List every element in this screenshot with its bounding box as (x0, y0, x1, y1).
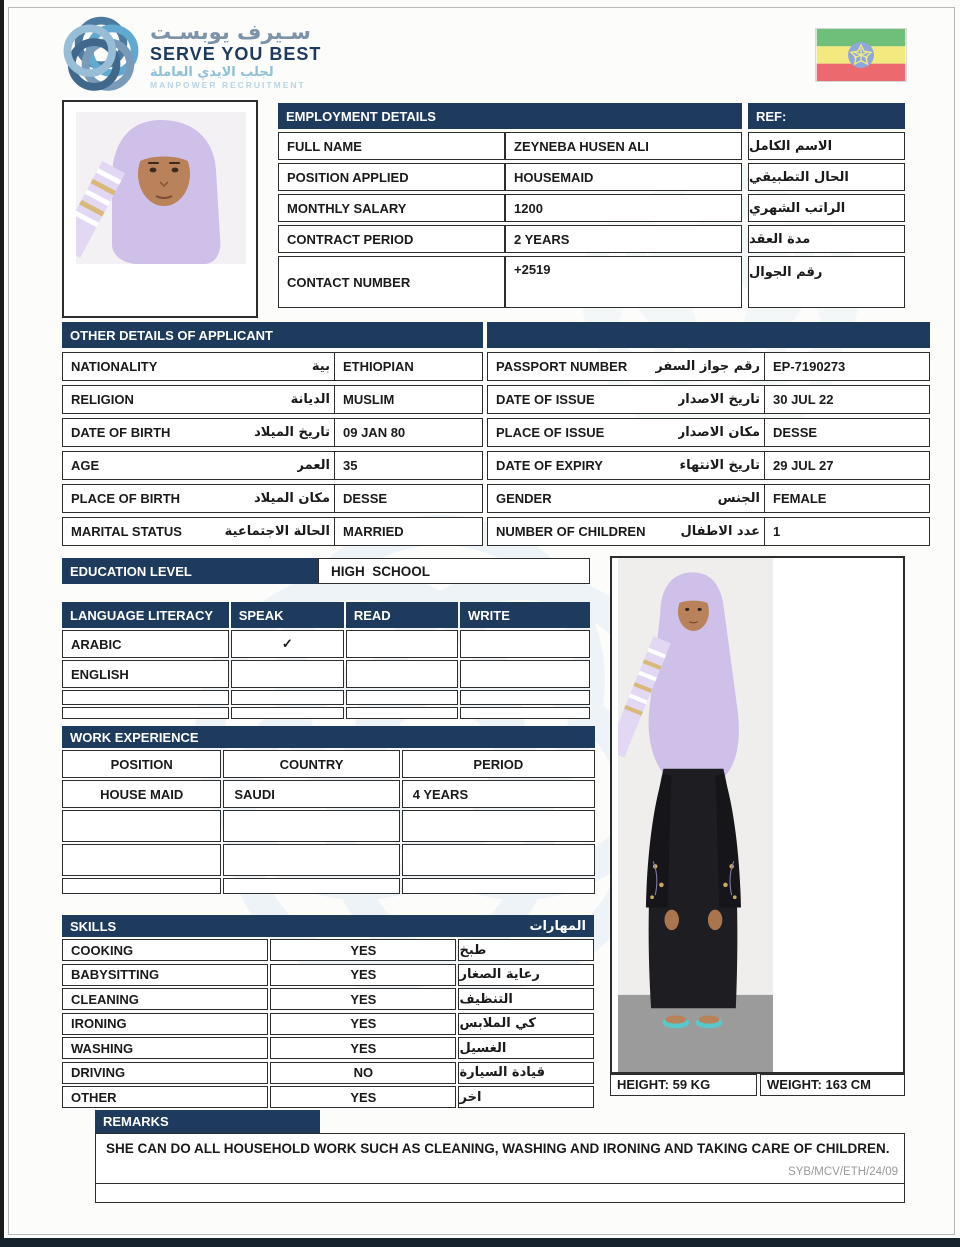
write-cell (460, 630, 590, 658)
applicant-portrait-photo (62, 100, 258, 318)
write-cell (460, 660, 590, 688)
table-row (62, 1062, 594, 1084)
table-row (62, 810, 595, 842)
skills-section (62, 915, 594, 1111)
table-row (62, 484, 483, 513)
table-row (487, 352, 930, 381)
skill-name-arabic: اخر (458, 1086, 594, 1108)
language-name: ENGLISH (62, 660, 229, 688)
table-row (278, 225, 905, 253)
fullbody-image (618, 558, 773, 1072)
field-value: HOUSEMAID (505, 163, 742, 191)
skill-name: COOKING (62, 939, 268, 961)
field-value: 35 (335, 451, 483, 480)
skill-name-arabic: رعاية الصغار (458, 964, 594, 986)
skill-name: OTHER (62, 1086, 268, 1108)
field-label-arabic: عدد الاطفال (680, 524, 760, 539)
field-label-arabic: الحالة الاجتماعية (224, 524, 330, 539)
table-header-row (62, 750, 595, 778)
remarks-text-area (96, 1134, 904, 1184)
table-row (62, 385, 483, 414)
table-header-row (62, 602, 590, 628)
table-row (62, 844, 595, 876)
skill-value: YES (270, 988, 456, 1010)
field-value: 29 JUL 27 (765, 451, 930, 480)
field-label: NATIONALITY (71, 359, 158, 374)
field-label-cell (487, 451, 765, 480)
page-bottom-bar (0, 1238, 960, 1247)
other-details-right-table (487, 352, 930, 550)
field-value: MUSLIM (335, 385, 483, 414)
table-row (62, 451, 483, 480)
column-header: LANGUAGE LITERACY (62, 602, 229, 628)
field-label: DATE OF EXPIRY (496, 458, 603, 473)
field-value: 1200 (505, 194, 742, 222)
skill-name: DRIVING (62, 1062, 268, 1084)
agency-tagline-arabic: لجلب الايدي العاملة (150, 65, 274, 80)
field-value: FEMALE (765, 484, 930, 513)
field-label: CONTACT NUMBER (278, 256, 505, 308)
table-row (62, 418, 483, 447)
field-label: POSITION APPLIED (278, 163, 505, 191)
position-cell: HOUSE MAID (62, 780, 221, 808)
employment-header (278, 103, 905, 129)
column-header: PERIOD (402, 750, 595, 778)
skill-name-arabic: قيادة السيارة (458, 1062, 594, 1084)
field-label-arabic: تاريخ الاصدار (677, 392, 760, 407)
remarks-box (95, 1133, 905, 1203)
other-details-left-table (62, 352, 483, 550)
table-row (62, 630, 590, 658)
field-label-arabic: تاريخ الميلاد (254, 425, 330, 440)
field-label-arabic: تاريخ الانتهاء (679, 458, 760, 473)
table-row (62, 707, 590, 719)
field-label-cell (62, 484, 335, 513)
skill-name-arabic: طبخ (458, 939, 594, 961)
field-value: 30 JUL 22 (765, 385, 930, 414)
table-row (62, 517, 483, 546)
field-label: PLACE OF BIRTH (71, 491, 181, 506)
height-value: HEIGHT: 59 KG (610, 1074, 757, 1096)
field-label-cell (487, 484, 765, 513)
remarks-text: SHE CAN DO ALL HOUSEHOLD WORK SUCH AS CLEANING, WASHING AND IRONING AND TAKING CARE OF CHILDREN. (106, 1141, 890, 1156)
page-left-edge (0, 0, 4, 1247)
field-value: +2519 (505, 256, 742, 308)
column-header: READ (346, 602, 458, 628)
skills-title: SKILLS (70, 918, 117, 934)
work-experience-title: WORK EXPERIENCE (62, 726, 595, 748)
weight-value: WEIGHT: 163 CM (760, 1074, 905, 1096)
language-literacy-table (62, 602, 590, 721)
skill-value: YES (270, 964, 456, 986)
skill-name-arabic: التنظيف (458, 988, 594, 1010)
speak-checkmark: ✓ (231, 630, 344, 658)
field-value: ZEYNEBA HUSEN ALI (505, 132, 742, 160)
field-label-arabic: الحال التطبيقي (748, 163, 905, 191)
field-label-arabic: مدة العقد (748, 225, 905, 253)
field-value: 1 (765, 517, 930, 546)
period-cell: 4 YEARS (402, 780, 595, 808)
skill-name: WASHING (62, 1037, 268, 1059)
field-value: MARRIED (335, 517, 483, 546)
agency-name-arabic: سـيرف يوبسـت (150, 20, 311, 44)
employment-details-section (278, 103, 905, 311)
field-label-arabic: رقم الجوال (748, 256, 905, 308)
column-header: POSITION (62, 750, 221, 778)
field-label-cell (62, 385, 335, 414)
field-label-arabic: العمر (296, 458, 330, 473)
field-label-arabic: الراتب الشهري (748, 194, 905, 222)
skill-name-arabic: كي الملابس (458, 1013, 594, 1035)
field-value: ETHIOPIAN (335, 352, 483, 381)
table-row (278, 132, 905, 160)
skills-title-arabic: المهارات (529, 918, 586, 934)
employment-title: EMPLOYMENT DETAILS (278, 103, 742, 129)
portrait-image (76, 112, 246, 264)
table-row (62, 878, 595, 894)
field-value: EP-7190273 (765, 352, 930, 381)
table-row (62, 780, 595, 808)
field-label-cell (62, 352, 335, 381)
field-label-cell (487, 517, 765, 546)
skill-name-arabic: الغسيل (458, 1037, 594, 1059)
field-label: CONTRACT PERIOD (278, 225, 505, 253)
document-code: SYB/MCV/ETH/24/09 (788, 1166, 898, 1179)
remarks-title: REMARKS (95, 1110, 320, 1133)
field-label-arabic: رقم جواز السفر (655, 359, 760, 374)
field-label: AGE (71, 458, 100, 473)
skill-name: CLEANING (62, 988, 268, 1010)
agency-name: SERVE YOU BEST (150, 44, 322, 64)
table-row (278, 194, 905, 222)
knot-logo-icon (58, 12, 144, 98)
column-header: SPEAK (231, 602, 344, 628)
table-row (62, 964, 594, 986)
applicant-fullbody-photo (610, 556, 905, 1074)
other-details-title: OTHER DETAILS OF APPLICANT (62, 322, 483, 348)
table-row (487, 451, 930, 480)
ref-label: REF: (748, 103, 905, 129)
skill-name: IRONING (62, 1013, 268, 1035)
table-row (62, 1086, 594, 1108)
field-label: NUMBER OF CHILDREN (496, 524, 646, 539)
field-label-arabic: الاسم الكامل (748, 132, 905, 160)
field-label: RELIGION (71, 392, 134, 407)
work-experience-section (62, 726, 595, 896)
table-row (487, 385, 930, 414)
photo-stats-row (610, 1074, 905, 1096)
table-row (62, 939, 594, 961)
table-row (278, 163, 905, 191)
read-cell (346, 660, 458, 688)
field-label-cell (62, 418, 335, 447)
field-label: MONTHLY SALARY (278, 194, 505, 222)
skill-value: NO (270, 1062, 456, 1084)
field-label-cell (487, 352, 765, 381)
education-level-label: EDUCATION LEVEL (62, 558, 318, 584)
field-label: DATE OF BIRTH (71, 425, 171, 440)
read-cell (346, 630, 458, 658)
field-label-arabic: بية (311, 359, 330, 374)
table-row (278, 256, 905, 308)
field-label-cell (62, 451, 335, 480)
table-row (62, 988, 594, 1010)
table-row (487, 484, 930, 513)
skill-name: BABYSITTING (62, 964, 268, 986)
field-label: DATE OF ISSUE (496, 392, 595, 407)
field-label-arabic: مكان الميلاد (253, 491, 330, 506)
table-row (62, 1013, 594, 1035)
skill-value: YES (270, 939, 456, 961)
table-row (62, 1037, 594, 1059)
skill-value: YES (270, 1013, 456, 1035)
field-value: 09 JAN 80 (335, 418, 483, 447)
field-value: DESSE (765, 418, 930, 447)
table-row (62, 690, 590, 705)
table-row (487, 517, 930, 546)
field-label-cell (487, 385, 765, 414)
skills-header (62, 915, 594, 937)
field-label-cell (487, 418, 765, 447)
field-value: 2 YEARS (505, 225, 742, 253)
skill-value: YES (270, 1086, 456, 1108)
agency-tagline: MANPOWER RECRUITMENT (150, 80, 306, 90)
field-label: MARITAL STATUS (71, 524, 182, 539)
field-label: GENDER (496, 491, 552, 506)
field-label: FULL NAME (278, 132, 505, 160)
other-details-header-right (487, 322, 930, 348)
agency-logo (58, 12, 321, 98)
table-row (62, 660, 590, 688)
education-level-value: HIGH SCHOOL (318, 558, 590, 584)
table-row (62, 352, 483, 381)
field-label: PASSPORT NUMBER (496, 359, 628, 374)
column-header: COUNTRY (223, 750, 399, 778)
ethiopia-flag (815, 28, 907, 82)
language-name: ARABIC (62, 630, 229, 658)
field-value: DESSE (335, 484, 483, 513)
field-label-arabic: الديانة (290, 392, 330, 407)
table-row (487, 418, 930, 447)
country-cell: SAUDI (223, 780, 399, 808)
field-label-arabic: مكان الاصدار (677, 425, 760, 440)
column-header: WRITE (460, 602, 590, 628)
field-label-cell (62, 517, 335, 546)
agency-logo-text (150, 20, 321, 90)
speak-cell (231, 660, 344, 688)
field-label-arabic: الجنس (717, 491, 760, 506)
field-label: PLACE OF ISSUE (496, 425, 605, 440)
skill-value: YES (270, 1037, 456, 1059)
